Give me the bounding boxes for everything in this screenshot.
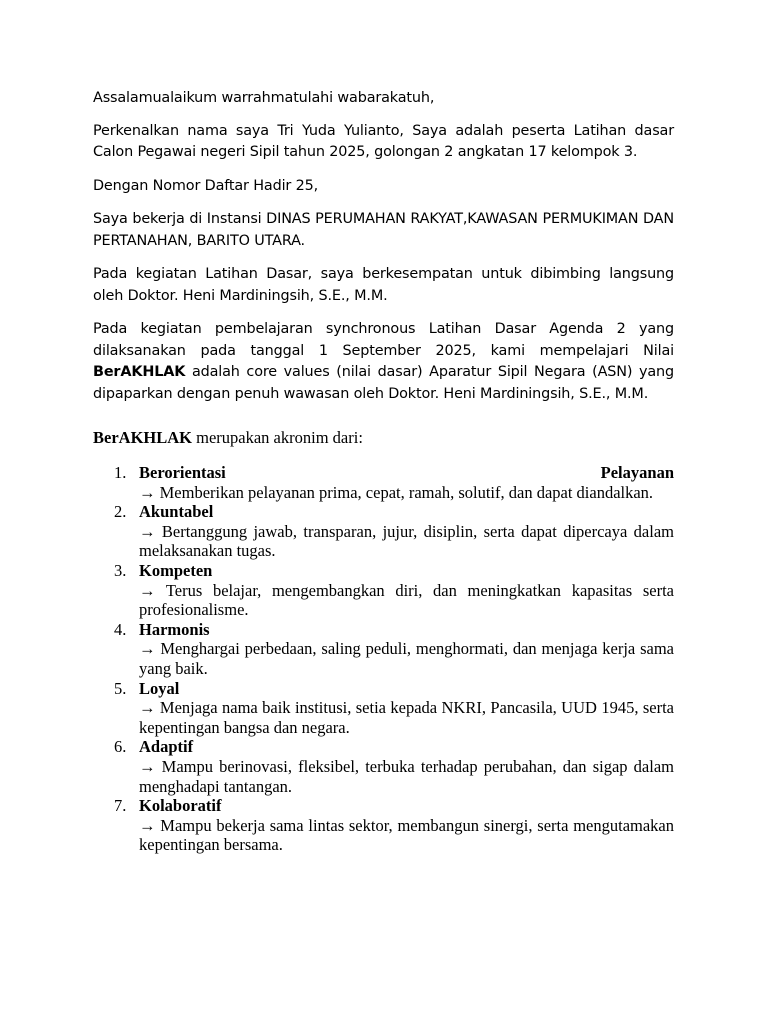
introduction-paragraph: Perkenalkan nama saya Tri Yuda Yulianto, Saya adalah peserta Latihan dasar Calon Pegawai negeri Sipil tahun 2025, golongan 2 angkatan 17 kelompok 3. <box>93 122 674 160</box>
acronym-intro <box>93 427 674 449</box>
learning-paragraph <box>93 319 674 405</box>
values-list <box>93 463 674 855</box>
list-item-title: Loyal <box>139 678 180 698</box>
list-item <box>93 620 674 679</box>
list-item-description: → Terus belajar, mengembangkan diri, dan meningkatkan kapasitas serta profesionalisme. <box>139 580 674 620</box>
list-item-number: 5. <box>114 678 127 698</box>
list-item-title: Akuntabel <box>139 502 214 522</box>
learning-bold-term: BerAKHLAK <box>93 364 186 380</box>
list-item-description: → Mampu bekerja sama lintas sektor, membangun sinergi, serta mengutamakan kepentingan bersama. <box>139 815 674 855</box>
list-item <box>93 679 674 738</box>
list-item <box>93 463 674 502</box>
learning-text-before: Pada kegiatan pembelajaran synchronous Latihan Dasar Agenda 2 yang dilaksanakan pada tanggal 1 September 2025, kami mempelajari Nilai <box>93 321 674 359</box>
list-item-number: 7. <box>114 796 127 816</box>
acronym-intro-rest: merupakan akronim dari: <box>192 428 363 447</box>
workplace-paragraph: Saya bekerja di Instansi DINAS PERUMAHAN RAKYAT,KAWASAN PERMUKIMAN DAN PERTANAHAN, BARITO UTARA. <box>93 211 674 249</box>
list-item-title: Kompeten <box>139 560 213 580</box>
list-item <box>93 561 674 620</box>
list-item-title: Harmonis <box>139 619 210 639</box>
acronym-intro-bold: BerAKHLAK <box>93 428 192 447</box>
list-item-number: 1. <box>114 463 127 482</box>
list-item-number: 4. <box>114 619 127 639</box>
list-item-description: → Menjaga nama baik institusi, setia kepada NKRI, Pancasila, UUD 1945, serta kepentingan bangsa dan negara. <box>139 698 674 737</box>
list-item-number: 6. <box>114 737 127 757</box>
greeting-paragraph: Assalamualaikum warrahmatulahi wabarakatuh, <box>93 90 435 106</box>
list-item-title: Kolaboratif <box>139 796 222 816</box>
list-item <box>93 502 674 561</box>
list-item-number: 2. <box>114 502 127 522</box>
attendance-paragraph: Dengan Nomor Daftar Hadir 25, <box>93 177 319 194</box>
mentor-paragraph: Pada kegiatan Latihan Dasar, saya berkesempatan untuk dibimbing langsung oleh Doktor. Heni Mardiningsih, S.E., M.M. <box>93 266 674 304</box>
document-page <box>93 88 674 855</box>
list-item-description: → Memberikan pelayanan prima, cepat, ramah, solutif, dan dapat diandalkan. <box>139 482 654 502</box>
list-item-title: Berorientasi Pelayanan <box>139 463 674 482</box>
list-item <box>93 737 674 796</box>
list-item-number: 3. <box>114 560 127 580</box>
list-item-title: Adaptif <box>139 737 194 757</box>
learning-text-after: adalah core values (nilai dasar) Aparatur Sipil Negara (ASN) yang dipaparkan dengan penuh wawasan oleh Doktor. Heni Mardiningsih, S.E., M.M. <box>93 364 674 402</box>
list-item-description: → Bertanggung jawab, transparan, jujur, disiplin, serta dapat dipercaya dalam melaksanakan tugas. <box>139 521 674 561</box>
list-item <box>93 796 674 855</box>
list-item-description: → Menghargai perbedaan, saling peduli, menghormati, dan menjaga kerja sama yang baik. <box>139 639 674 678</box>
list-item-description: → Mampu berinovasi, fleksibel, terbuka terhadap perubahan, dan sigap dalam menghadapi tantangan. <box>139 756 674 796</box>
